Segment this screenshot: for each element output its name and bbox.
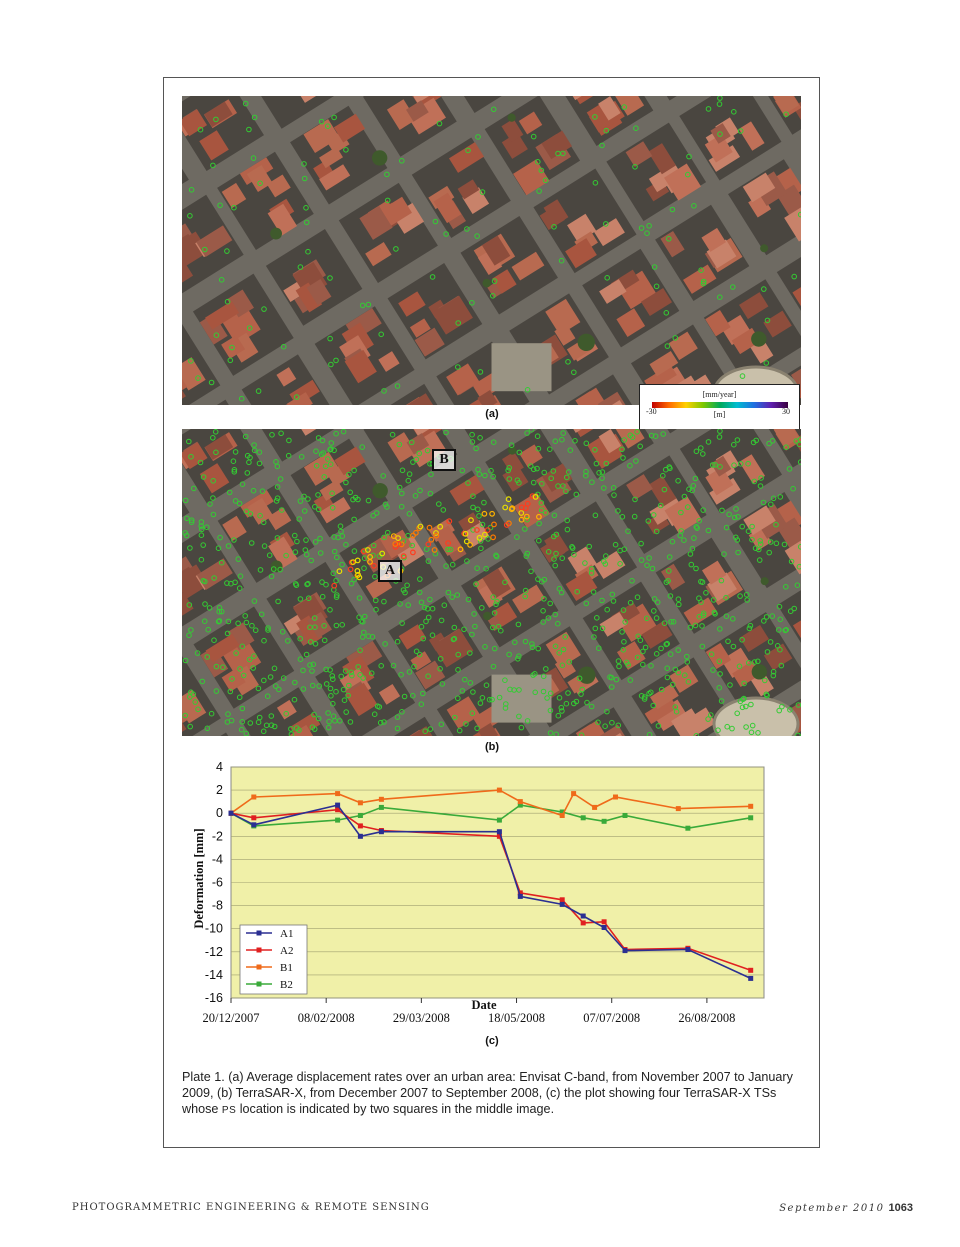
data-point-a2 — [251, 815, 256, 820]
y-tick-label: -16 — [204, 991, 223, 1005]
data-point-b1 — [379, 797, 384, 802]
y-tick-label: 4 — [216, 760, 223, 774]
data-point-a1 — [602, 925, 607, 930]
marker-b: B — [432, 449, 456, 471]
data-point-a1 — [748, 976, 753, 981]
x-tick-label: 07/07/2008 — [583, 1011, 641, 1025]
legend-swatch-marker — [257, 982, 262, 987]
data-point-b1 — [497, 788, 502, 793]
data-point-b1 — [335, 791, 340, 796]
y-tick-label: -12 — [204, 944, 223, 959]
data-point-b2 — [748, 815, 753, 820]
data-point-b1 — [613, 795, 618, 800]
colorbar — [652, 402, 788, 408]
data-point-a1 — [518, 894, 523, 899]
data-point-a1 — [229, 811, 234, 816]
caption-text-1: Plate 1. (a) Average displacement rates over an urban area: Envisat C-band, from November 2007 to January 2009, (b) TerraSAR-X, from December 2007 to September 2008, (c) the plot showing four TerraSAR-X TSs whose — [182, 1070, 793, 1116]
legend-label-b2: B2 — [280, 979, 293, 991]
data-point-b2 — [358, 813, 363, 818]
aerial-photo-envisat — [182, 96, 801, 405]
data-point-a2 — [358, 823, 363, 828]
subfigure-label-a: (a) — [485, 408, 499, 420]
data-point-a1 — [560, 902, 565, 907]
legend-min: -30 — [646, 407, 657, 416]
data-point-b2 — [685, 826, 690, 831]
caption-text-2: location is indicated by two squares in the middle image. — [236, 1102, 555, 1116]
y-axis-label: Deformation [mm] — [192, 828, 206, 929]
legend-swatch-marker — [257, 948, 262, 953]
x-tick-label: 08/02/2008 — [297, 1011, 355, 1025]
plaza — [714, 698, 798, 736]
legend-label-b1: B1 — [280, 962, 293, 974]
data-point-a1 — [251, 822, 256, 827]
x-tick-label: 26/08/2008 — [678, 1011, 736, 1025]
data-point-b2 — [497, 818, 502, 823]
data-point-b1 — [518, 799, 523, 804]
marker-a: A — [378, 560, 402, 582]
data-point-a1 — [358, 834, 363, 839]
figure-caption — [182, 1069, 800, 1119]
y-tick-label: -10 — [204, 921, 223, 936]
y-tick-label: -8 — [211, 898, 223, 913]
data-point-b1 — [358, 800, 363, 805]
x-axis-label: Date — [471, 998, 497, 1012]
legend-swatch-marker — [257, 965, 262, 970]
y-tick-label: 2 — [216, 783, 223, 798]
data-point-a2 — [581, 920, 586, 925]
y-tick-label: 0 — [216, 806, 223, 821]
data-point-a1 — [379, 829, 384, 834]
aerial-image-b — [182, 429, 801, 736]
data-point-a1 — [335, 803, 340, 808]
data-point-b2 — [623, 813, 628, 818]
x-tick-label: 18/05/2008 — [488, 1011, 546, 1025]
data-point-b1 — [676, 806, 681, 811]
caption-ps: PS — [221, 1105, 237, 1116]
issue-date: September 2010 — [779, 1203, 885, 1214]
y-tick-label: -6 — [211, 875, 223, 890]
legend-swatch-marker — [257, 931, 262, 936]
legend-label-a1: A1 — [280, 928, 294, 940]
page-number: 1063 — [888, 1202, 913, 1214]
x-tick-label: 29/03/2008 — [392, 1011, 450, 1025]
data-point-a1 — [685, 947, 690, 952]
data-point-a2 — [560, 897, 565, 902]
data-point-b2 — [581, 815, 586, 820]
aerial-image-a — [182, 96, 801, 405]
data-point-a2 — [748, 968, 753, 973]
legend-label-a2: A2 — [280, 945, 294, 957]
legend-max: 30 — [782, 407, 790, 416]
data-point-b2 — [335, 818, 340, 823]
x-tick-label: 20/12/2007 — [202, 1011, 260, 1025]
journal-name: PHOTOGRAMMETRIC ENGINEERING & REMOTE SENSING — [72, 1202, 430, 1213]
y-tick-label: -4 — [211, 852, 223, 867]
distance-unit: [m] — [713, 410, 726, 419]
courtyard — [492, 343, 552, 391]
aerial-photo-terrasar — [182, 429, 801, 736]
data-point-b2 — [379, 805, 384, 810]
data-point-b1 — [748, 804, 753, 809]
data-point-b1 — [251, 795, 256, 800]
data-point-b1 — [592, 805, 597, 810]
subfigure-label-c: (c) — [485, 1035, 499, 1047]
deformation-chart — [182, 758, 782, 1028]
data-point-a1 — [623, 948, 628, 953]
y-tick-label: -14 — [204, 967, 223, 982]
data-point-b1 — [560, 813, 565, 818]
data-point-b1 — [571, 791, 576, 796]
page-footer — [779, 1202, 913, 1214]
data-point-a1 — [497, 829, 502, 834]
subfigure-label-b: (b) — [484, 741, 500, 753]
data-point-a2 — [602, 919, 607, 924]
legend-unit: [mm/year] — [702, 390, 737, 399]
data-point-a1 — [581, 914, 586, 919]
y-tick-label: -2 — [211, 829, 223, 844]
data-point-b2 — [602, 819, 607, 824]
